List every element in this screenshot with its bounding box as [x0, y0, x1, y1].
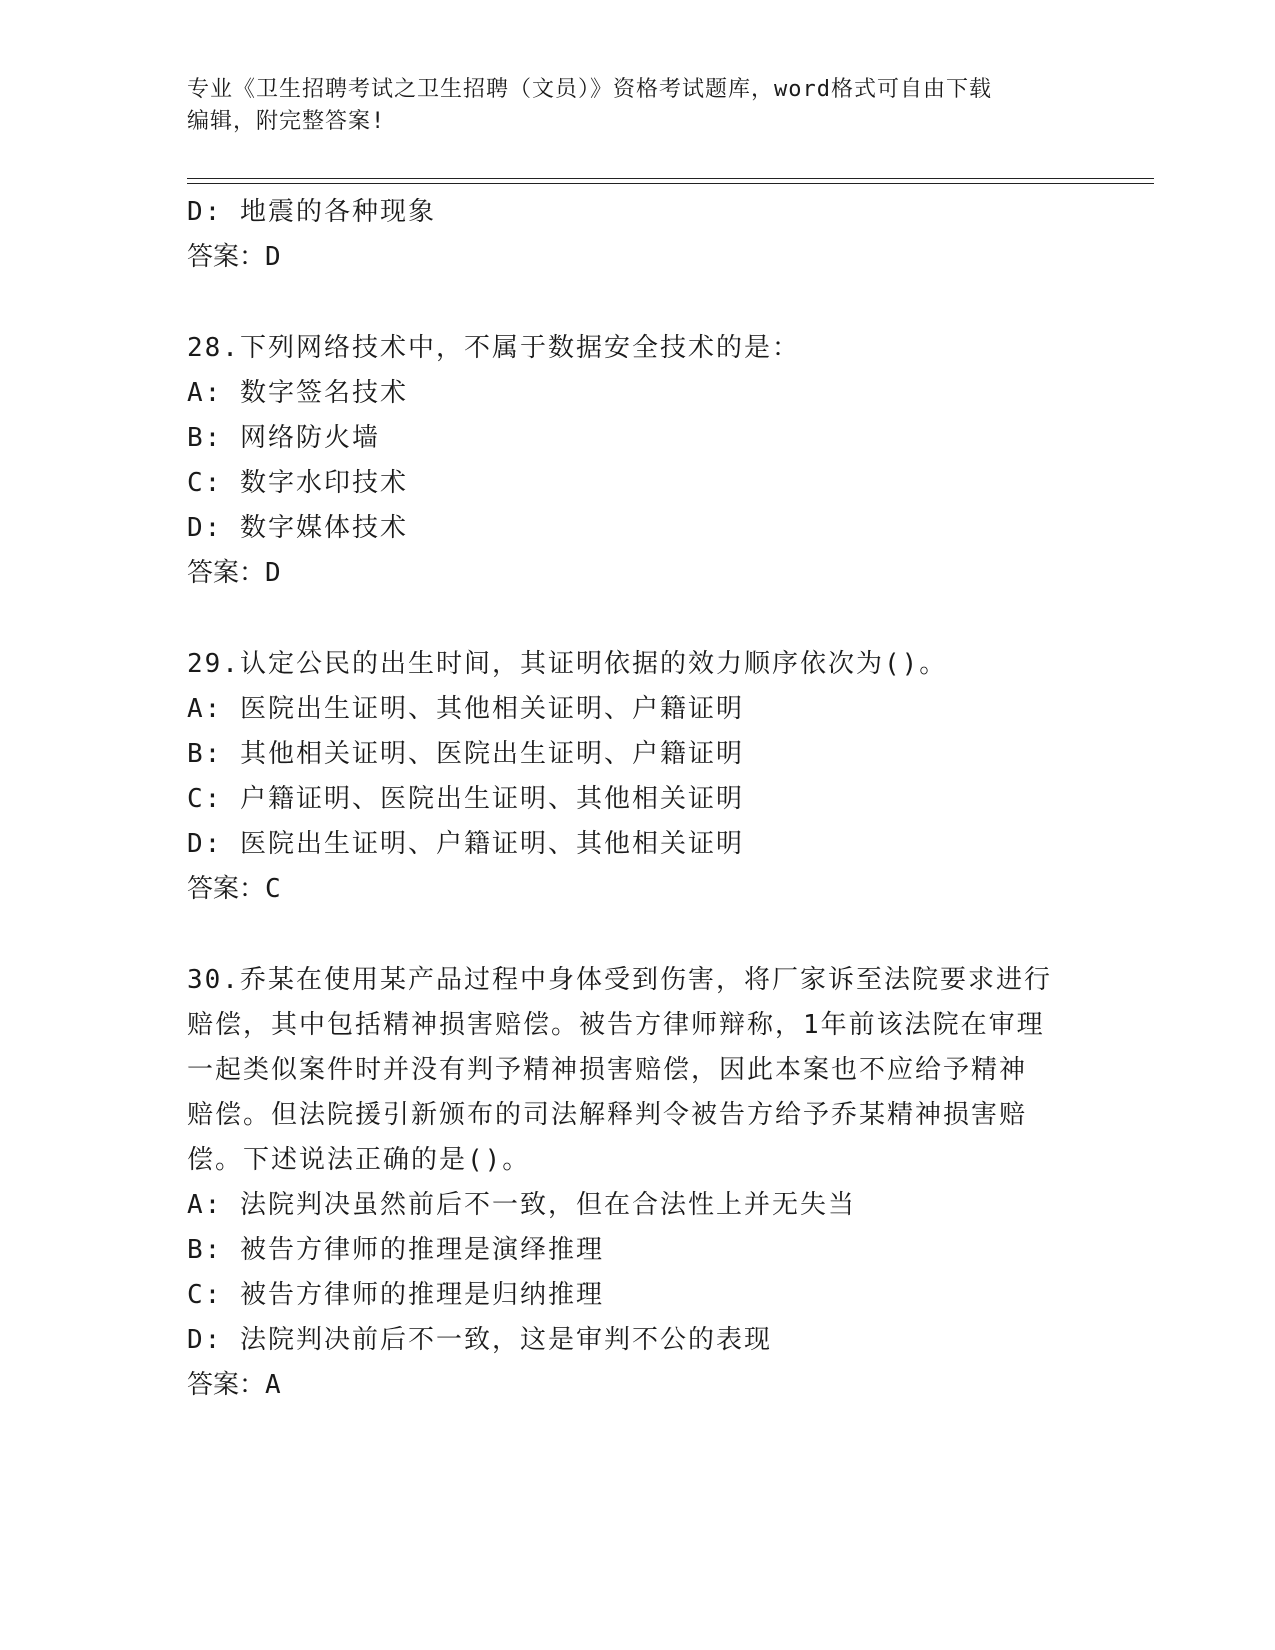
question-text-line-4: 赔偿。但法院援引新颁布的司法解释判令被告方给予乔某精神损害赔	[187, 1100, 1028, 1130]
answer-label: 答案：	[187, 558, 266, 588]
option-b: B: 网络防火墙	[187, 423, 380, 453]
question-text-line-1: 30.乔某在使用某产品过程中身体受到伤害，将厂家诉至法院要求进行	[187, 965, 1052, 995]
document-body	[187, 190, 1087, 1408]
question-text-line-5: 偿。下述说法正确的是()。	[187, 1145, 531, 1175]
prev-option-d: D: 地震的各种现象	[187, 197, 436, 227]
answer-label: 答案：	[187, 874, 266, 904]
question-answer	[187, 1363, 1087, 1408]
header-line-1: 专业《卫生招聘考试之卫生招聘（文员）》资格考试题库，word格式可自由下载	[187, 77, 992, 102]
question-30	[187, 958, 1087, 1408]
option-a: A: 数字签名技术	[187, 378, 408, 408]
header-line-2: 编辑，附完整答案!	[187, 109, 386, 134]
option-d: D: 医院出生证明、户籍证明、其他相关证明	[187, 829, 744, 859]
question-text-line-2: 赔偿，其中包括精神损害赔偿。被告方律师辩称，1年前该法院在审理	[187, 1010, 1045, 1040]
prev-answer	[187, 235, 1087, 280]
spacer	[187, 596, 1087, 642]
header-divider-top	[187, 178, 1154, 179]
option-d: D: 法院判决前后不一致，这是审判不公的表现	[187, 1325, 772, 1355]
question-text: 29.认定公民的出生时间，其证明依据的效力顺序依次为()。	[187, 649, 948, 679]
question-text-line-3: 一起类似案件时并没有判予精神损害赔偿，因此本案也不应给予精神	[187, 1055, 1028, 1085]
question-text: 28.下列网络技术中，不属于数据安全技术的是：	[187, 333, 800, 363]
answer-label: 答案：	[187, 242, 266, 272]
option-a: A: 医院出生证明、其他相关证明、户籍证明	[187, 694, 744, 724]
question-answer	[187, 551, 1087, 596]
question-28	[187, 326, 1087, 596]
option-c: C: 数字水印技术	[187, 468, 408, 498]
option-b: B: 其他相关证明、医院出生证明、户籍证明	[187, 739, 744, 769]
page-header	[187, 74, 1087, 138]
option-c: C: 被告方律师的推理是归纳推理	[187, 1280, 604, 1310]
option-a: A: 法院判决虽然前后不一致，但在合法性上并无失当	[187, 1190, 856, 1220]
question-answer	[187, 867, 1087, 912]
answer-value: D	[265, 558, 281, 588]
spacer	[187, 912, 1087, 958]
header-divider-bottom	[187, 183, 1154, 184]
answer-value: D	[265, 242, 281, 272]
option-c: C: 户籍证明、医院出生证明、其他相关证明	[187, 784, 744, 814]
option-b: B: 被告方律师的推理是演绎推理	[187, 1235, 604, 1265]
answer-value: A	[265, 1370, 281, 1400]
answer-label: 答案：	[187, 1370, 266, 1400]
question-29	[187, 642, 1087, 912]
option-d: D: 数字媒体技术	[187, 513, 408, 543]
spacer	[187, 280, 1087, 326]
answer-value: C	[265, 874, 281, 904]
